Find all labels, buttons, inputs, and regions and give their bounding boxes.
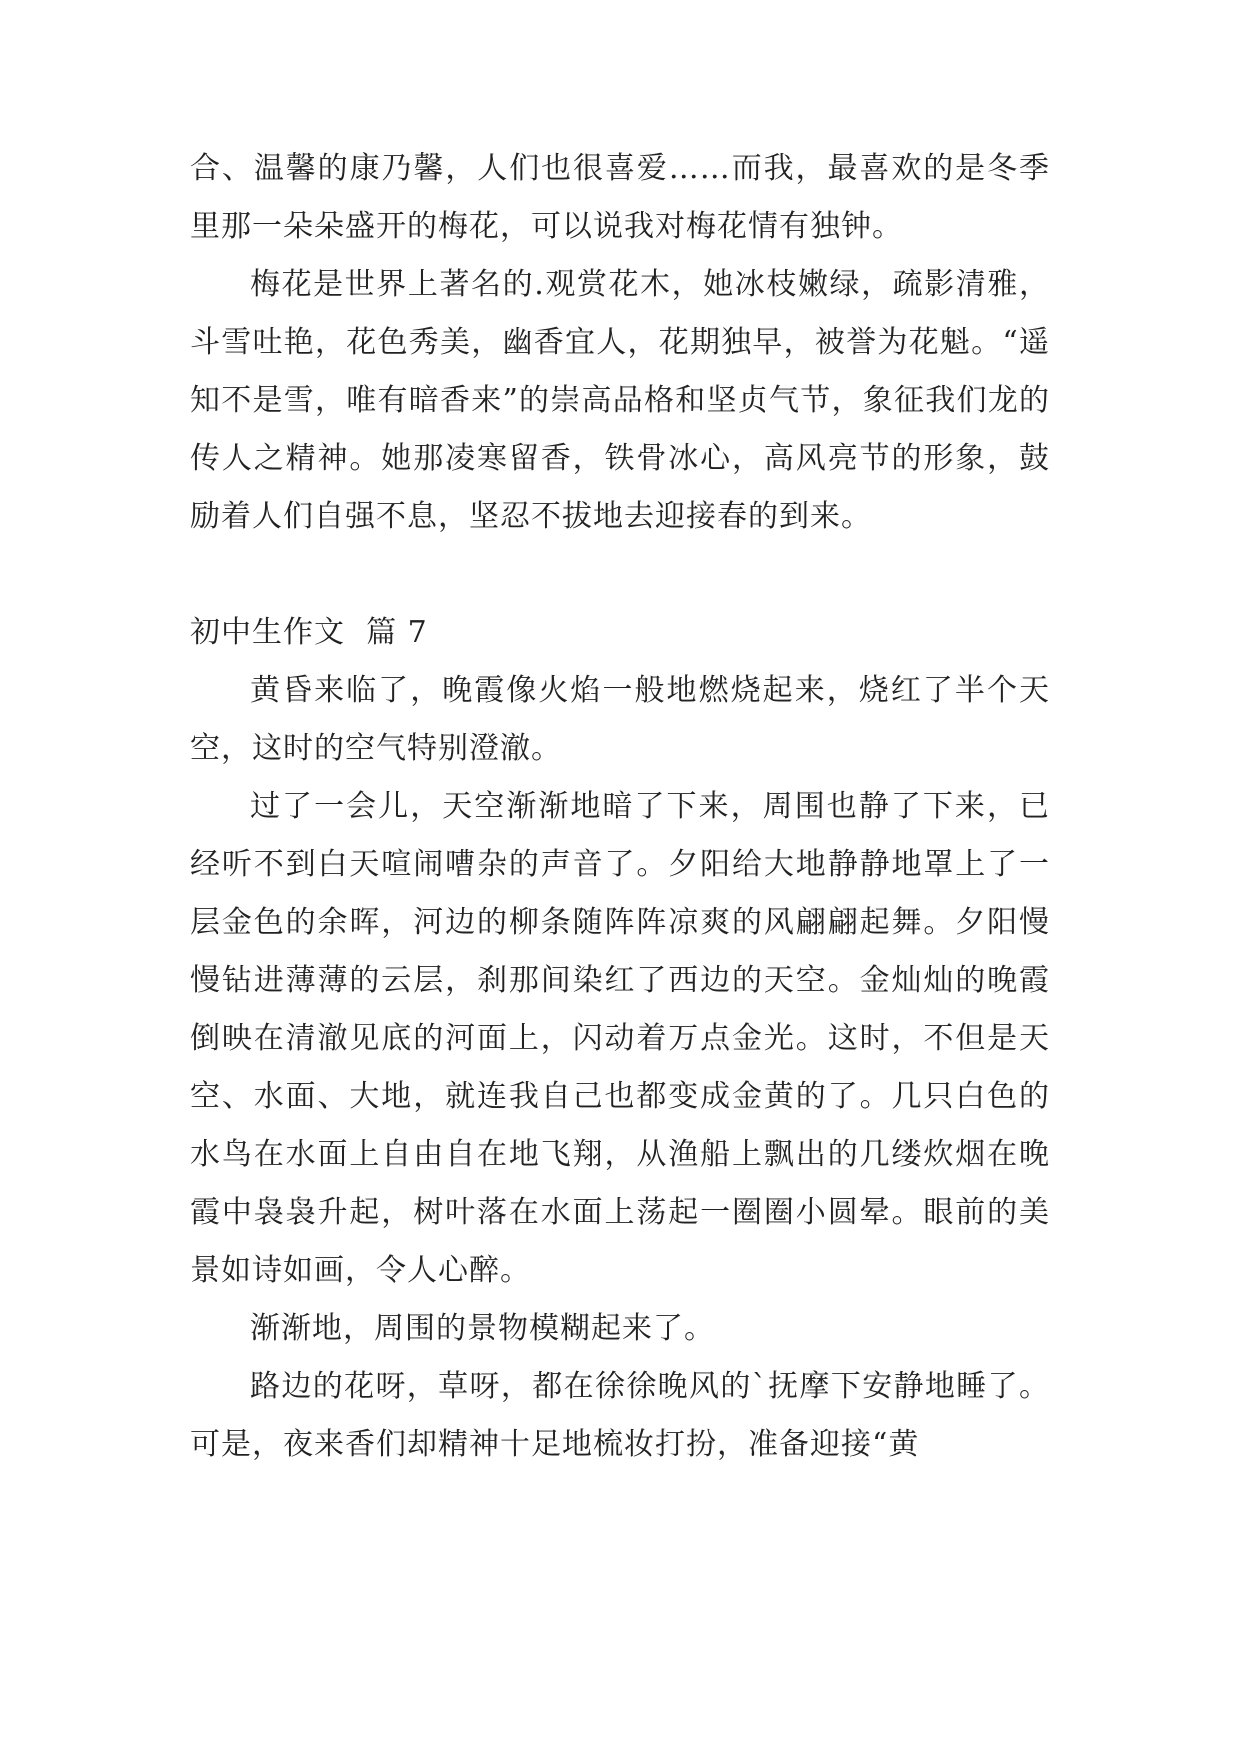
paragraph: 过了一会儿，天空渐渐地暗了下来，周围也静了下来，已经听不到白天喧闹嘈杂的声音了。夕阳给大地静静地罩上了一层金色的余晖，河边的柳条随阵阵凉爽的风翩翩起舞。夕阳慢慢钻进薄薄的云层，刹那间染红了西边的天空。金灿灿的晚霞倒映在清澈见底的河面上，闪动着万点金光。这时，不但是天空、水面、大地，就连我自己也都变成金黄的了。几只白色的水鸟在水面上自由自在地飞翔，从渔船上飘出的几缕炊烟在晚霞中袅袅升起，树叶落在水面上荡起一圈圈小圆晕。眼前的美景如诗如画，令人心醉。 — [190, 789, 1050, 1288]
paragraph: 梅花是世界上著名的.观赏花木，她冰枝嫩绿，疏影清雅，斗雪吐艳，花色秀美，幽香宜人，花期独早，被誉为花魁。“遥知不是雪，唯有暗香来”的崇高品格和坚贞气节，象征我们龙的传人之精神。她那凌寒留香，铁骨冰心，高风亮节的形象，鼓励着人们自强不息，坚忍不拔地去迎接春的到来。 — [190, 267, 1050, 534]
paragraph: 合、温馨的康乃馨，人们也很喜爱……而我，最喜欢的是冬季里那一朵朵盛开的梅花，可以说我对梅花情有独钟。 — [190, 151, 1050, 244]
paragraph: 路边的花呀，草呀，都在徐徐晚风的`抚摩下安静地睡了。可是，夜来香们却精神十足地梳妆打扮，准备迎接“黄 — [190, 1369, 1050, 1462]
section-heading: 初中生作文 篇 7 — [190, 615, 428, 650]
document-page — [190, 140, 1050, 1474]
paragraph: 渐渐地，周围的景物模糊起来了。 — [250, 1311, 715, 1346]
paragraph: 黄昏来临了，晚霞像火焰一般地燃烧起来，烧红了半个天空，这时的空气特别澄澈。 — [190, 673, 1050, 766]
